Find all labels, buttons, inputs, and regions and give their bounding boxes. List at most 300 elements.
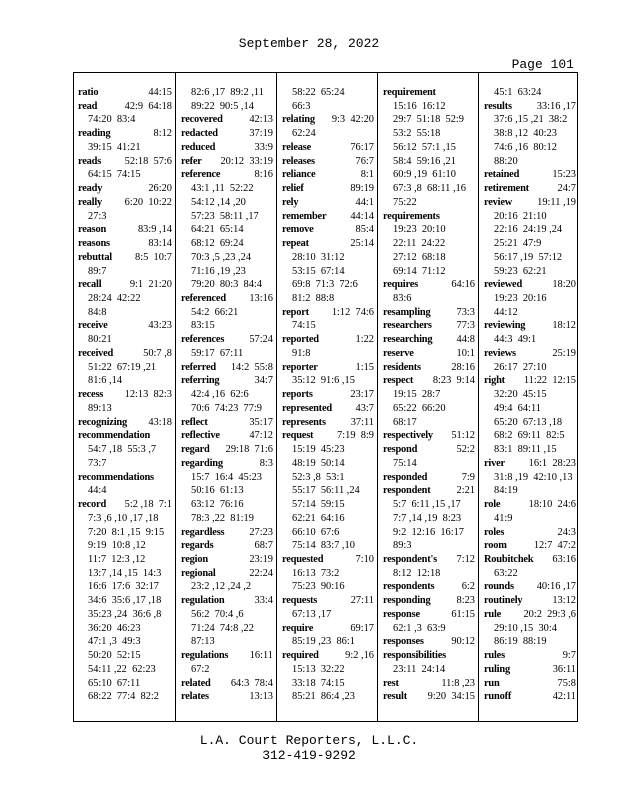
- index-word: report: [282, 306, 309, 318]
- index-continuation-line: [78, 306, 175, 320]
- index-word: reporter: [282, 361, 318, 373]
- index-word: residents: [383, 361, 421, 373]
- index-references: 64:16: [451, 279, 475, 291]
- index-entry: [78, 86, 175, 100]
- index-continuation-line: [484, 484, 579, 498]
- index-references: 9:2 12:16 16:17: [393, 526, 465, 538]
- index-references: 7:10: [355, 553, 374, 565]
- index-references: 65:22 66:20: [393, 402, 446, 414]
- index-references: 83:15: [191, 320, 215, 332]
- index-continuation-line: [383, 155, 478, 169]
- index-word: record: [78, 499, 107, 511]
- index-column-4: [377, 73, 478, 721]
- index-continuation-line: [484, 416, 579, 430]
- index-entry: [181, 292, 276, 306]
- index-references: 16:13 73:2: [292, 567, 340, 579]
- index-references: 25:14: [350, 238, 374, 250]
- index-references: 28:24 42:22: [88, 293, 141, 305]
- index-references: 13:16: [249, 293, 273, 305]
- index-references: 51:12: [451, 430, 475, 442]
- index-entry: [383, 361, 478, 375]
- index-continuation-line: [78, 484, 175, 498]
- footer-company: L.A. Court Reporters, L.L.C.: [199, 733, 419, 748]
- index-references: 68:12 69:24: [191, 238, 244, 250]
- index-references: 52:2: [456, 444, 475, 456]
- index-column-3: [276, 73, 377, 721]
- index-references: 73:3: [456, 306, 475, 318]
- index-word: review: [484, 196, 513, 208]
- index-references: 86:19 88:19: [494, 636, 547, 648]
- index-continuation-line: [282, 457, 377, 471]
- index-word: really: [78, 196, 103, 208]
- index-continuation-line: [383, 100, 478, 114]
- index-references: 68:2 69:11 82:5: [494, 430, 565, 442]
- index-references: 47:1 ,3 49:3: [88, 636, 141, 648]
- index-references: 76:7: [355, 155, 374, 167]
- index-references: 60:9 ,19 61:10: [393, 169, 456, 181]
- index-references: 12:13 82:3: [124, 389, 172, 401]
- index-word: responding: [383, 595, 431, 607]
- index-entry: [181, 168, 276, 182]
- index-references: 69:17: [350, 622, 374, 634]
- index-word: repeat: [282, 238, 309, 250]
- index-references: 89:13: [88, 402, 112, 414]
- index-references: 8:16: [254, 169, 273, 181]
- index-continuation-line: [78, 567, 175, 581]
- index-entry: [383, 580, 478, 594]
- index-entry: [181, 155, 276, 169]
- index-continuation-line: [78, 402, 175, 416]
- index-references: 23:2 ,12 ,24 ,2: [191, 581, 252, 593]
- index-word: result: [383, 691, 408, 703]
- index-continuation-line: [484, 333, 579, 347]
- index-references: 29:10 ,15 30:4: [494, 622, 557, 634]
- index-references: 8:23 9:14: [432, 375, 475, 387]
- index-references: 43:1 ,11 52:22: [191, 183, 254, 195]
- index-continuation-line: [484, 361, 579, 375]
- index-word: ratio: [78, 87, 99, 98]
- index-entry: [383, 690, 478, 704]
- index-references: 44:3 49:1: [494, 334, 537, 346]
- index-entry: [383, 374, 478, 388]
- index-continuation-line: [181, 635, 276, 649]
- index-entry: [484, 553, 579, 567]
- index-entry: [181, 429, 276, 443]
- index-entry: [181, 443, 276, 457]
- index-references: 90:12: [451, 636, 475, 648]
- index-word: regard: [181, 444, 210, 456]
- index-references: 56:12 57:1 ,15: [393, 141, 456, 153]
- index-references: 83:6: [393, 293, 412, 305]
- index-references: 83:14: [148, 238, 172, 250]
- index-word: routinely: [484, 595, 523, 607]
- index-continuation-line: [282, 608, 377, 622]
- index-references: 75:14: [393, 457, 417, 469]
- index-references: 65:10 67:11: [88, 677, 141, 689]
- index-word: rely: [282, 196, 299, 208]
- index-continuation-line: [282, 580, 377, 594]
- index-entry: [181, 416, 276, 430]
- index-references: 82:6 ,17 89:2 ,11: [191, 87, 264, 98]
- index-references: 9:3 42:20: [331, 114, 374, 126]
- index-references: 8:12 12:18: [393, 567, 441, 579]
- index-word: regards: [181, 540, 214, 552]
- index-references: 13:13: [249, 691, 273, 703]
- index-references: 42:9 64:18: [124, 100, 172, 112]
- index-continuation-line: [484, 155, 579, 169]
- index-references: 75:23 90:16: [292, 581, 345, 593]
- index-references: 28:16: [451, 361, 475, 373]
- index-references: 63:12 76:16: [191, 499, 244, 511]
- index-continuation-line: [282, 539, 377, 553]
- index-references: 5:7 6:11 ,15 ,17: [393, 499, 461, 511]
- index-references: 70:6 74:23 77:9: [191, 402, 263, 414]
- index-references: 45:1 63:24: [494, 87, 542, 98]
- index-references: 64:15 74:15: [88, 169, 141, 181]
- index-entry: [282, 237, 377, 251]
- index-entry: [282, 361, 377, 375]
- index-word: regulations: [181, 650, 229, 662]
- index-references: 9:19 10:8 ,12: [88, 540, 146, 552]
- index-references: 62:24: [292, 128, 316, 140]
- index-word: requirement: [383, 87, 436, 98]
- index-continuation-line: [78, 265, 175, 279]
- index-entry: [383, 319, 478, 333]
- index-references: 24:3: [557, 526, 576, 538]
- index-references: 11:7 12:3 ,12: [88, 553, 146, 565]
- index-continuation-line: [181, 580, 276, 594]
- index-entry: [484, 539, 579, 553]
- index-continuation-line: [181, 388, 276, 402]
- index-references: 58:4 59:16 ,21: [393, 155, 456, 167]
- index-continuation-line: [282, 498, 377, 512]
- index-references: 1:22: [355, 334, 374, 346]
- index-continuation-line: [282, 127, 377, 141]
- index-references: 1:12 74:6: [331, 306, 374, 318]
- index-entry: [282, 553, 377, 567]
- index-word: results: [484, 100, 512, 112]
- index-continuation-line: [484, 622, 579, 636]
- index-references: 19:15 28:7: [393, 389, 441, 401]
- index-entry: [383, 210, 478, 224]
- index-references: 81:2 88:8: [292, 293, 335, 305]
- index-continuation-line: [282, 663, 377, 677]
- index-references: 14:2 55:8: [230, 361, 273, 373]
- index-entry: [484, 663, 579, 677]
- index-entry: [78, 223, 175, 237]
- index-continuation-line: [383, 265, 478, 279]
- index-references: 89:19: [350, 183, 374, 195]
- index-references: 33:4: [254, 595, 273, 607]
- index-references: 55:17 56:11 ,24: [292, 485, 360, 497]
- index-entry: [282, 388, 377, 402]
- index-continuation-line: [181, 402, 276, 416]
- index-continuation-line: [383, 416, 478, 430]
- index-entry: [383, 677, 478, 691]
- index-references: 83:1 89:11 ,15: [494, 444, 557, 456]
- index-word: regardless: [181, 526, 225, 538]
- index-entry: [383, 443, 478, 457]
- index-word: respectively: [383, 430, 433, 442]
- index-continuation-line: [383, 402, 478, 416]
- index-references: 10:1: [456, 347, 475, 359]
- index-word: requests: [282, 595, 318, 607]
- index-entry: [78, 237, 175, 251]
- index-continuation-line: [484, 251, 579, 265]
- index-word: requires: [383, 279, 418, 291]
- index-word: requested: [282, 553, 324, 565]
- index-continuation-line: [383, 526, 478, 540]
- index-entry: [484, 168, 579, 182]
- index-continuation-line: [383, 113, 478, 127]
- index-word: retirement: [484, 183, 529, 195]
- index-references: 75:8: [557, 677, 576, 689]
- index-references: 67:3 ,8 68:11 ,16: [393, 183, 466, 195]
- index-continuation-line: [181, 100, 276, 114]
- index-references: 67:2: [191, 663, 210, 675]
- index-continuation-line: [78, 512, 175, 526]
- index-continuation-line: [181, 278, 276, 292]
- index-references: 41:9: [494, 512, 513, 524]
- index-references: 68:17: [393, 416, 417, 428]
- index-continuation-line: [484, 292, 579, 306]
- index-references: 15:19 45:23: [292, 444, 345, 456]
- index-references: 75:22: [393, 196, 417, 208]
- index-entry: [383, 86, 478, 100]
- index-entry: [181, 361, 276, 375]
- index-entry: [383, 471, 478, 485]
- index-references: 89:3: [393, 540, 412, 552]
- index-references: 74:15: [292, 320, 316, 332]
- index-references: 7:9: [461, 471, 475, 483]
- index-entry: [484, 690, 579, 704]
- index-entry: [181, 594, 276, 608]
- index-word: related: [181, 677, 211, 689]
- index-entry: [282, 210, 377, 224]
- index-word: represents: [282, 416, 326, 428]
- index-references: 35:17: [249, 416, 273, 428]
- index-continuation-line: [484, 567, 579, 581]
- index-references: 22:24: [249, 567, 273, 579]
- index-word: recess: [78, 389, 104, 401]
- index-entry: [78, 100, 175, 114]
- index-references: 39:15 41:21: [88, 141, 141, 153]
- index-word: rounds: [484, 581, 514, 593]
- index-word: reliance: [282, 169, 316, 181]
- index-entry: [484, 677, 579, 691]
- index-word: region: [181, 553, 208, 565]
- index-word: respondent: [383, 485, 431, 497]
- index-column-2: [175, 73, 276, 721]
- index-continuation-line: [484, 429, 579, 443]
- index-continuation-line: [181, 306, 276, 320]
- index-word: regulation: [181, 595, 225, 607]
- page-number: Page 101: [511, 57, 574, 72]
- index-entry: [282, 182, 377, 196]
- index-continuation-line: [78, 141, 175, 155]
- index-references: 20:12 33:19: [220, 155, 273, 167]
- index-entry: [282, 622, 377, 636]
- index-references: 37:11: [350, 416, 374, 428]
- index-references: 25:19: [552, 347, 576, 359]
- index-references: 7:19 8:9: [337, 430, 374, 442]
- index-entry: [78, 471, 175, 485]
- index-entry: [484, 608, 579, 622]
- index-references: 83:9 ,14: [137, 224, 172, 236]
- index-references: 43:7: [355, 402, 374, 414]
- index-entry: [181, 333, 276, 347]
- index-references: 15:13 32:22: [292, 663, 345, 675]
- index-entry: [282, 402, 377, 416]
- index-continuation-line: [282, 512, 377, 526]
- index-references: 69:14 71:12: [393, 265, 446, 277]
- index-entry: [484, 319, 579, 333]
- index-entry: [282, 113, 377, 127]
- index-word: referenced: [181, 293, 226, 305]
- index-references: 73:7: [88, 457, 107, 469]
- index-word: Roubitchek: [484, 553, 534, 565]
- index-entry: [383, 594, 478, 608]
- index-continuation-line: [78, 333, 175, 347]
- index-references: 8:5 10:7: [135, 251, 172, 263]
- index-word: respondent's: [383, 553, 437, 565]
- index-word: reasons: [78, 238, 110, 250]
- index-references: 23:19: [249, 553, 273, 565]
- index-references: 54:11 ,22 62:23: [88, 663, 156, 675]
- index-continuation-line: [181, 237, 276, 251]
- index-continuation-line: [78, 622, 175, 636]
- index-entry: [383, 278, 478, 292]
- index-continuation-line: [282, 278, 377, 292]
- index-word: reviewing: [484, 320, 526, 332]
- index-word: referring: [181, 375, 220, 387]
- index-references: 63:22: [494, 567, 518, 579]
- index-word: response: [383, 608, 420, 620]
- index-references: 70:3 ,5 ,23 ,24: [191, 251, 252, 263]
- index-continuation-line: [282, 484, 377, 498]
- index-references: 40:16 ,17: [536, 581, 576, 593]
- index-references: 11:22 12:15: [523, 375, 576, 387]
- index-entry: [282, 223, 377, 237]
- index-references: 25:21 47:9: [494, 238, 542, 250]
- header-date: September 28, 2022: [238, 36, 380, 51]
- index-entry: [484, 196, 579, 210]
- index-continuation-line: [78, 635, 175, 649]
- index-references: 7:12: [456, 553, 475, 565]
- index-references: 78:3 ,22 81:19: [191, 512, 254, 524]
- index-continuation-line: [383, 292, 478, 306]
- index-continuation-line: [383, 168, 478, 182]
- index-references: 51:22 67:19 ,21: [88, 361, 157, 373]
- index-word: reviews: [484, 347, 516, 359]
- index-entry: [383, 553, 478, 567]
- index-references: 88:20: [494, 155, 518, 167]
- index-entry: [484, 457, 579, 471]
- index-references: 76:17: [350, 141, 374, 153]
- index-word: role: [484, 499, 501, 511]
- index-references: 50:7 ,8: [143, 347, 172, 359]
- index-entry: [181, 539, 276, 553]
- index-continuation-line: [484, 402, 579, 416]
- index-word: recognizing: [78, 416, 127, 428]
- index-references: 85:21 86:4 ,23: [292, 691, 355, 703]
- index-column-5: [478, 73, 579, 721]
- index-word: ready: [78, 183, 103, 195]
- index-entry: [282, 429, 377, 443]
- index-references: 9:7: [562, 650, 576, 662]
- index-entry: [484, 278, 579, 292]
- index-word: room: [484, 540, 507, 552]
- index-continuation-line: [484, 113, 579, 127]
- index-entry: [282, 306, 377, 320]
- index-continuation-line: [484, 210, 579, 224]
- index-references: 42:11: [552, 691, 576, 703]
- index-continuation-line: [484, 512, 579, 526]
- index-word: read: [78, 100, 98, 112]
- index-word: researching: [383, 334, 433, 346]
- index-continuation-line: [383, 622, 478, 636]
- index-continuation-line: [181, 471, 276, 485]
- index-continuation-line: [484, 265, 579, 279]
- index-references: 11:8 ,23: [441, 677, 475, 689]
- index-entry: [181, 127, 276, 141]
- index-word: requirements: [383, 210, 440, 222]
- index-references: 48:19 50:14: [292, 457, 345, 469]
- index-continuation-line: [282, 677, 377, 691]
- index-continuation-line: [78, 210, 175, 224]
- index-continuation-line: [282, 265, 377, 279]
- index-references: 1:15: [355, 361, 374, 373]
- index-references: 22:11 24:22: [393, 238, 446, 250]
- index-references: 58:22 65:24: [292, 87, 345, 98]
- index-continuation-line: [282, 100, 377, 114]
- index-references: 8:1: [360, 169, 374, 181]
- index-entry: [383, 608, 478, 622]
- index-continuation-line: [282, 347, 377, 361]
- index-word: references: [181, 334, 225, 346]
- index-word: rule: [484, 608, 502, 620]
- index-entry: [282, 141, 377, 155]
- index-word: releases: [282, 155, 315, 167]
- index-entry: [383, 429, 478, 443]
- index-entry: [484, 100, 579, 114]
- index-references: 67:13 ,17: [292, 608, 332, 620]
- index-references: 65:20 67:13 ,18: [494, 416, 563, 428]
- index-entry: [484, 498, 579, 512]
- index-continuation-line: [78, 292, 175, 306]
- index-continuation-line: [484, 388, 579, 402]
- index-references: 15:23: [552, 169, 576, 181]
- index-continuation-line: [181, 86, 276, 100]
- index-word: reflect: [181, 416, 208, 428]
- index-references: 34:6 35:6 ,17 ,18: [88, 595, 162, 607]
- index-references: 68:22 77:4 82:2: [88, 691, 160, 703]
- index-word: relates: [181, 691, 209, 703]
- index-continuation-line: [484, 306, 579, 320]
- index-references: 43:18: [148, 416, 172, 428]
- index-continuation-line: [383, 237, 478, 251]
- index-references: 59:23 62:21: [494, 265, 547, 277]
- index-word: regional: [181, 567, 216, 579]
- index-continuation-line: [78, 594, 175, 608]
- index-references: 29:7 51:18 52:9: [393, 114, 465, 126]
- index-references: 84:19: [494, 485, 518, 497]
- index-references: 35:12 91:6 ,15: [292, 375, 355, 387]
- index-references: 15:7 16:4 45:23: [191, 471, 263, 483]
- index-references: 87:13: [191, 636, 215, 648]
- index-continuation-line: [484, 237, 579, 251]
- index-continuation-line: [484, 471, 579, 485]
